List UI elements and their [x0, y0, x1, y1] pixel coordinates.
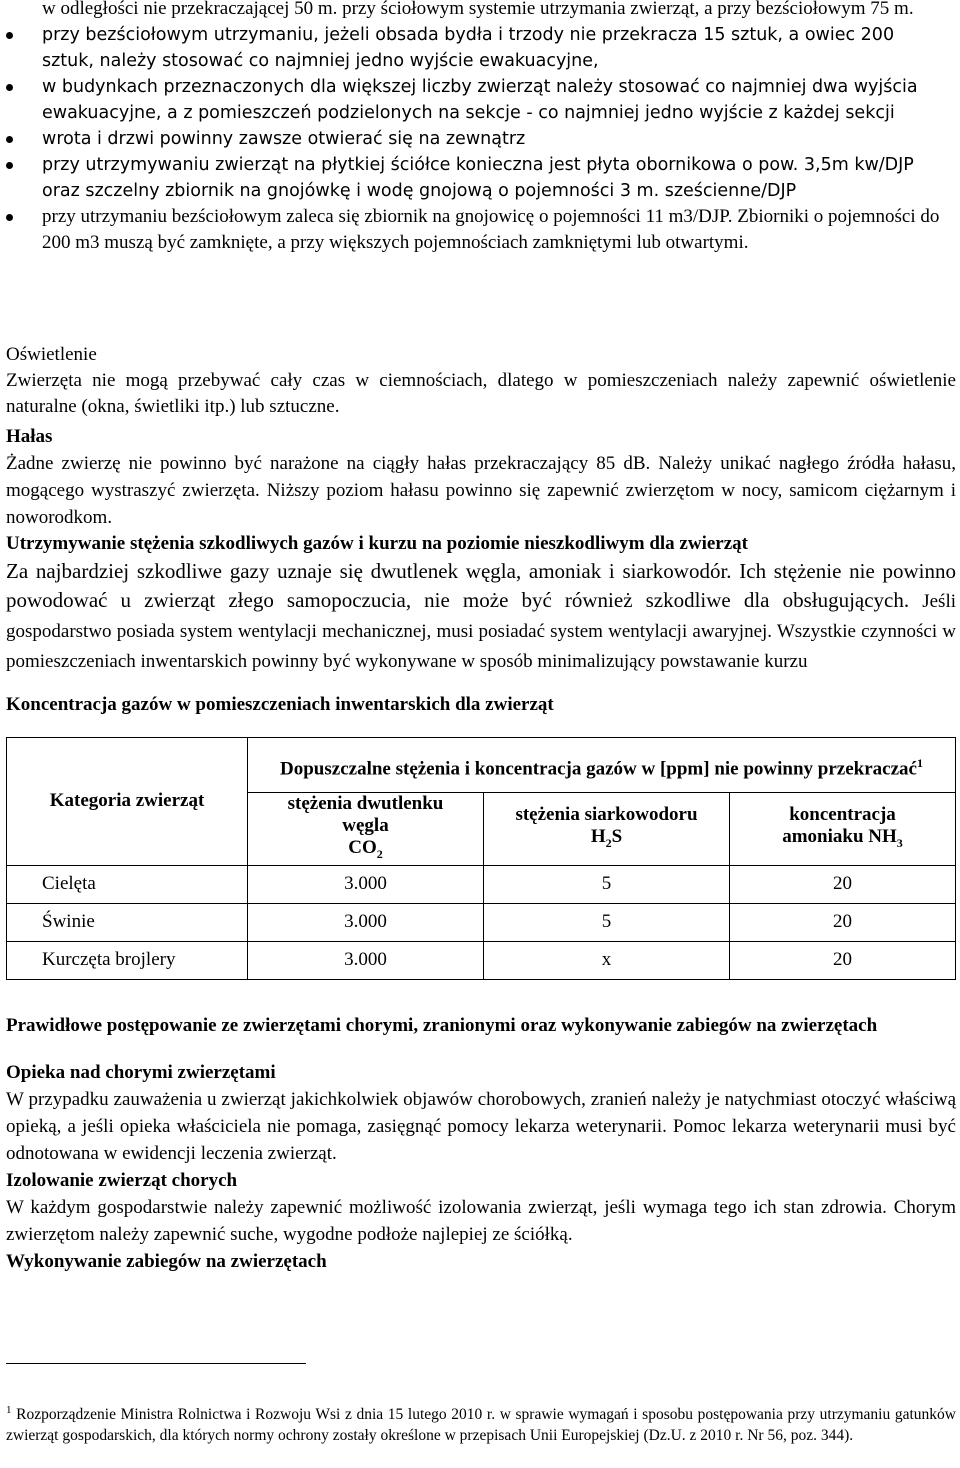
- lighting-heading: Oświetlenie: [6, 344, 97, 365]
- co2-cell: 3.000: [248, 865, 484, 903]
- requirements-list: [0, 0, 960, 256]
- noise-heading: Hałas: [6, 426, 53, 447]
- treatment-heading: Prawidłowe postępowanie ze zwierzętami chorymi, zranionymi oraz wykonywanie zabiegów na zwierzętach: [6, 1015, 878, 1036]
- footnote-text: Rozporządzenie Ministra Rolnictwa i Rozwoju Wsi z dnia 15 lutego 2010 r. w sprawie wymagań i sposobu postępowania przy utrzymaniu gatunków zwierząt gospodarskich, dla których normy ochrony zostały określone w przepisach Unii Europejskiej (Dz.U. z 2010 r. Nr 56, poz. 344).: [6, 1406, 957, 1445]
- nh3-cell: 20: [730, 903, 956, 941]
- gases-text-large: Za najbardziej szkodliwe gazy uznaje się dwutlenek węgla, amoniak i siarkowodór. Ich stężenie nie powinno powodować u zwierząt złego samopoczucia, nie może być również szkodliwe dla obsługujących.: [6, 559, 956, 612]
- h2s-cell: 5: [484, 903, 730, 941]
- nh3-header: koncentracja amoniaku $NH_3$: [730, 793, 956, 866]
- table-row: [7, 941, 956, 979]
- list-item-text: w odległości nie przekraczającej 50 m. przy ściołowym systemie utrzymania zwierząt, a przy bezściołowym 75 m.: [42, 0, 914, 19]
- list-item: [0, 126, 960, 152]
- lighting-section: [6, 342, 956, 420]
- co2-cell: 3.000: [248, 903, 484, 941]
- table-row: [7, 865, 956, 903]
- list-item: [0, 74, 960, 126]
- list-item: [0, 0, 960, 22]
- h2s-header: stężenia siarkowodoru $H_2S$: [484, 793, 730, 866]
- noise-text: Żadne zwierzę nie powinno być narażone na ciągły hałas przekraczający 85 dB. Należy unikać nagłego źródła hałasu, mogącego wystraszyć zwierzęta. Niższy poziom hałasu powinno się zapewnić zwierzętom w nocy, samicom ciężarnym i noworodkom.: [6, 453, 956, 528]
- list-item-text: przy bezściołowym utrzymaniu, jeżeli obsada bydła i trzody nie przekracza 15 sztuk, a owiec 200 sztuk, należy stosować co najmniej jedno wyjście ewakuacyjne,: [42, 25, 895, 71]
- list-item-text: przy utrzymaniu bezściołowym zaleca się zbiornik na gnojowicę o pojemności 11 m3/DJP. Zbiorniki o pojemności do 200 m3 muszą być zamknięte, a przy większych pojemnościach zamkniętymi lub otwartymi.: [42, 206, 940, 253]
- footnote: [6, 1400, 956, 1446]
- category-cell: Świnie: [7, 903, 248, 941]
- nh3-cell: 20: [730, 941, 956, 979]
- table-header-row: [7, 738, 956, 793]
- category-cell: Cielęta: [7, 865, 248, 903]
- gas-concentration-table: [6, 737, 956, 980]
- gases-heading: Utrzymywanie stężenia szkodliwych gazów i kurzu na poziomie nieszkodliwym dla zwierząt: [6, 533, 748, 554]
- isolation-text: W każdym gospodarstwie należy zapewnić możliwość izolowania zwierząt, jeśli wymaga tego ich stan zdrowia. Chorym zwierzętom należy zapewnić suche, wygodne podłoże najlepiej ze ściółką.: [6, 1197, 956, 1245]
- care-heading: Opieka nad chorymi zwierzętami: [6, 1062, 276, 1083]
- h2s-cell: x: [484, 941, 730, 979]
- isolation-heading: Izolowanie zwierząt chorych: [6, 1170, 238, 1191]
- procedures-heading: Wykonywanie zabiegów na zwierzętach: [6, 1251, 327, 1272]
- table-row: [7, 903, 956, 941]
- list-item-text: wrota i drzwi powinny zawsze otwierać się na zewnątrz: [42, 129, 526, 149]
- list-item-text: w budynkach przeznaczonych dla większej liczby zwierząt należy stosować co najmniej dwa wyjścia ewakuacyjne, a z pomieszczeń podzielonych na sekcje - co najmniej jedno wyjście z każdej sekcji: [42, 77, 918, 123]
- table-heading: Koncentracja gazów w pomieszczeniach inwentarskich dla zwierząt: [6, 694, 554, 715]
- noise-section: [6, 423, 956, 531]
- footnote-marker: 1: [6, 1404, 12, 1416]
- lighting-text: Zwierzęta nie mogą przebywać cały czas w ciemnościach, dlatego w pomieszczeniach należy zapewnić oświetlenie naturalne (okna, świetliki itp.) lub sztuczne.: [6, 370, 956, 417]
- gases-text-1: [6, 557, 956, 676]
- h2s-cell: 5: [484, 865, 730, 903]
- gases-section: [6, 530, 956, 676]
- treatment-section: [6, 1012, 956, 1275]
- group-header: Dopuszczalne stężenia i koncentracja gazów w [ppm] nie powinny przekraczać$^1$: [248, 738, 956, 793]
- list-item: [0, 204, 960, 256]
- list-item: [0, 152, 960, 204]
- list-item: [0, 22, 960, 74]
- category-cell: Kurczęta brojlery: [7, 941, 248, 979]
- footnote-separator: [6, 1363, 306, 1364]
- footnote-ref: 1: [916, 755, 923, 770]
- list-item-text: przy utrzymywaniu zwierząt na płytkiej ściółce konieczna jest płyta obornikowa o pow. 3,5m kw/DJP oraz szczelny zbiornik na gnojówkę i wodę gnojową o pojemności 3 m. sześcienne/DJP: [42, 155, 914, 201]
- category-header: Kategoria zwierząt: [7, 738, 248, 866]
- care-text: W przypadku zauważenia u zwierząt jakichkolwiek objawów chorobowych, zranień należy je natychmiast otoczyć właściwą opieką, a jeśli opieka właściciela nie pomaga, zasięgnąć pomocy lekarza weterynarii. Pomoc lekarza weterynarii musi być odnotowana w ewidencji leczenia zwierząt.: [6, 1089, 956, 1164]
- gases-text-normal: Jeśli gospodarstwo posiada system wentylacji mechanicznej, musi posiadać system wentylacji awaryjnej. Wszystkie czynności w pomieszczeniach inwentarskich powinny być wykonywane w sposób minimalizujący powstawanie kurzu: [6, 591, 957, 672]
- co2-header: stężenia dwutlenku węgla $CO_2$: [248, 793, 484, 866]
- co2-cell: 3.000: [248, 941, 484, 979]
- nh3-cell: 20: [730, 865, 956, 903]
